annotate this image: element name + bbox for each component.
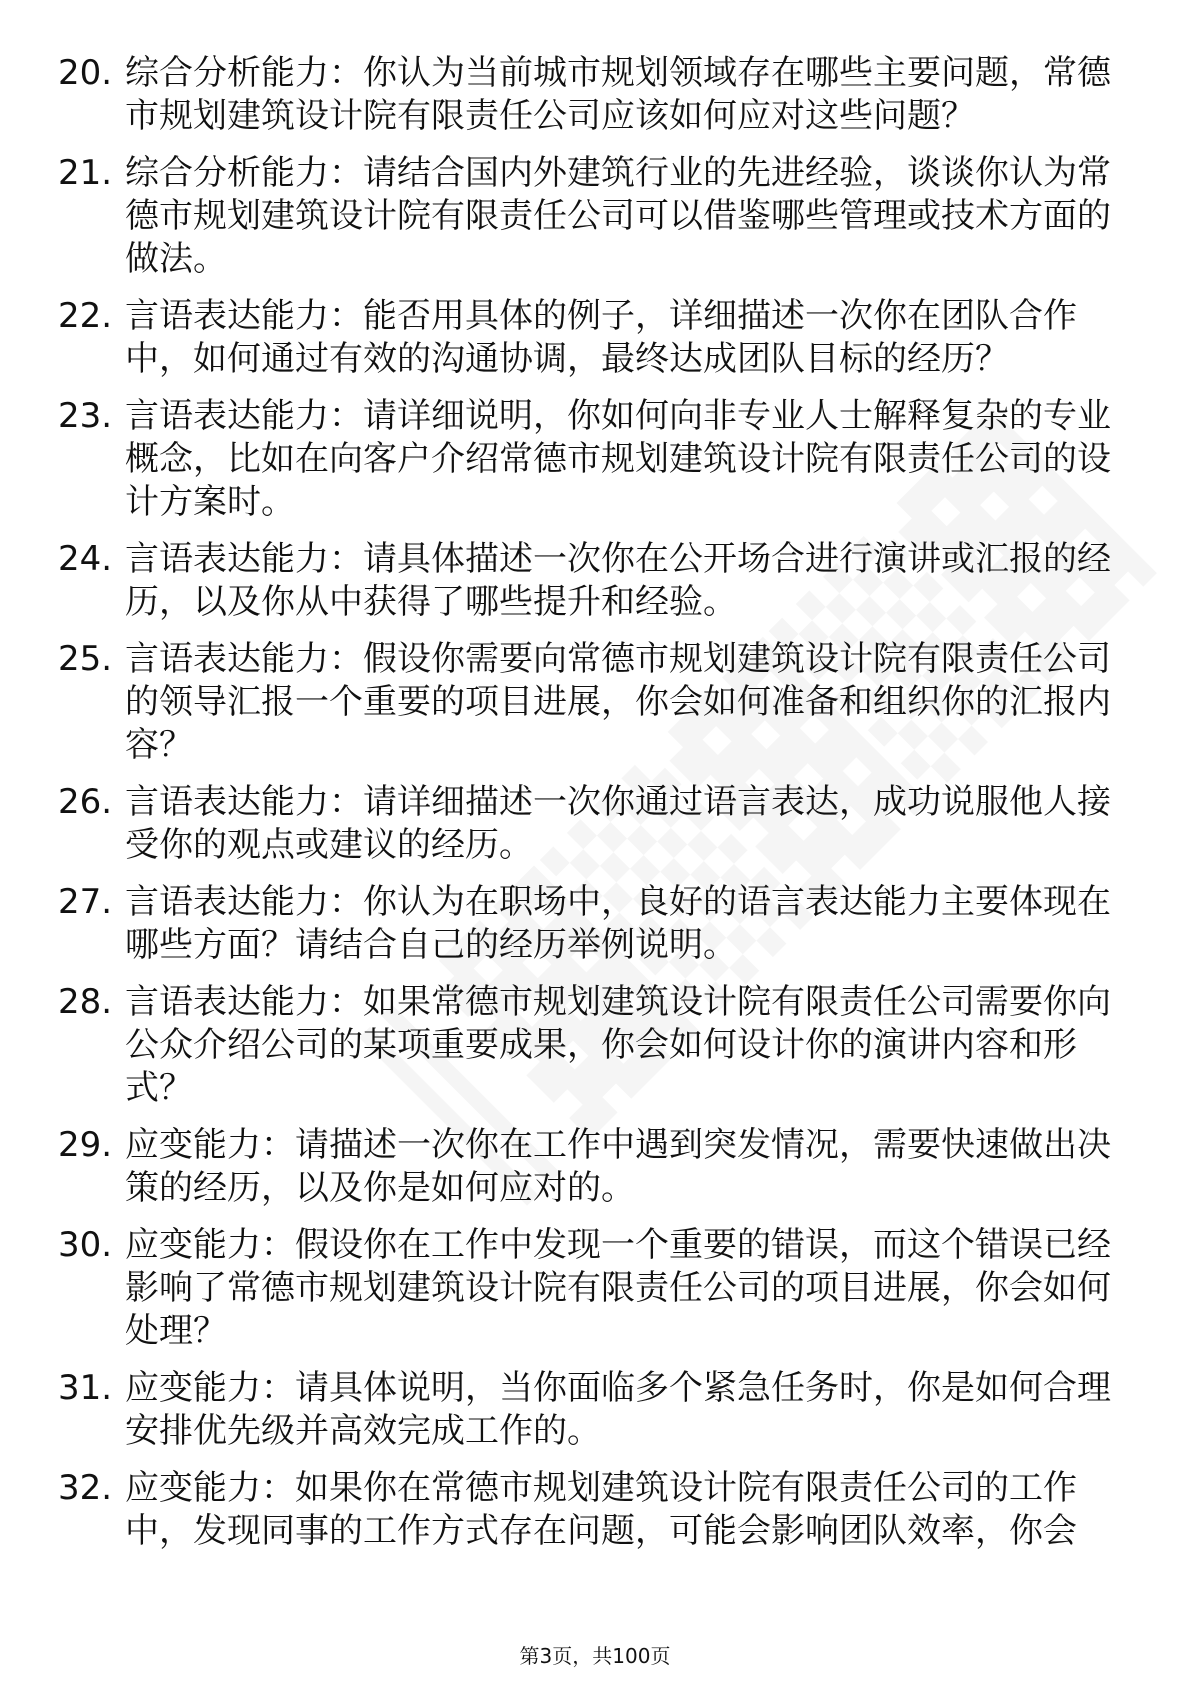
question-text: 综合分析能力：请结合国内外建筑行业的先进经验，谈谈你认为常德市规划建筑设计院有限责任公司可以借鉴哪些管理或技术方面的做法。 [125, 153, 1111, 279]
question-number: 32. [58, 1468, 113, 1508]
question-number: 24. [58, 539, 113, 579]
question-item [58, 881, 1118, 967]
question-item [58, 538, 1118, 624]
question-item [58, 638, 1118, 767]
question-number: 28. [58, 982, 113, 1022]
question-number: 29. [58, 1125, 113, 1165]
question-item [58, 395, 1118, 524]
question-item [58, 1467, 1118, 1553]
question-text: 应变能力：请具体说明，当你面临多个紧急任务时，你是如何合理安排优先级并高效完成工作的。 [125, 1368, 1111, 1451]
question-number: 20. [58, 53, 113, 93]
question-text: 言语表达能力：假设你需要向常德市规划建筑设计院有限责任公司的领导汇报一个重要的项目进展，你会如何准备和组织你的汇报内容？ [125, 639, 1111, 765]
question-item [58, 1367, 1118, 1453]
question-text: 言语表达能力：请详细描述一次你通过语言表达，成功说服他人接受你的观点或建议的经历。 [125, 782, 1111, 865]
question-item [58, 1224, 1118, 1353]
question-item [58, 295, 1118, 381]
question-number: 21. [58, 153, 113, 193]
question-number: 25. [58, 639, 113, 679]
question-text: 应变能力：假设你在工作中发现一个重要的错误，而这个错误已经影响了常德市规划建筑设计院有限责任公司的项目进展，你会如何处理？ [125, 1225, 1111, 1351]
question-text: 应变能力：请描述一次你在工作中遇到突发情况，需要快速做出决策的经历，以及你是如何应对的。 [125, 1125, 1111, 1208]
question-number: 23. [58, 396, 113, 436]
question-item [58, 1124, 1118, 1210]
question-number: 26. [58, 782, 113, 822]
question-list [58, 52, 1118, 1567]
question-text: 综合分析能力：你认为当前城市规划领域存在哪些主要问题，常德市规划建筑设计院有限责任公司应该如何应对这些问题？ [125, 53, 1111, 136]
question-text: 言语表达能力：请详细说明，你如何向非专业人士解释复杂的专业概念，比如在向客户介绍常德市规划建筑设计院有限责任公司的设计方案时。 [125, 396, 1111, 522]
question-item [58, 152, 1118, 281]
page-number-label: 第3页，共100页 [519, 1644, 671, 1668]
page-footer [0, 1640, 1190, 1669]
question-text: 言语表达能力：请具体描述一次你在公开场合进行演讲或汇报的经历，以及你从中获得了哪些提升和经验。 [125, 539, 1111, 622]
question-number: 22. [58, 296, 113, 336]
question-text: 言语表达能力：如果常德市规划建筑设计院有限责任公司需要你向公众介绍公司的某项重要成果，你会如何设计你的演讲内容和形式？ [125, 982, 1111, 1108]
question-item [58, 52, 1118, 138]
question-item [58, 981, 1118, 1110]
question-number: 30. [58, 1225, 113, 1265]
question-text: 言语表达能力：你认为在职场中，良好的语言表达能力主要体现在哪些方面？请结合自己的经历举例说明。 [125, 882, 1111, 965]
question-text: 应变能力：如果你在常德市规划建筑设计院有限责任公司的工作中，发现同事的工作方式存在问题，可能会影响团队效率，你会 [125, 1468, 1077, 1551]
question-number: 31. [58, 1368, 113, 1408]
question-item [58, 781, 1118, 867]
question-number: 27. [58, 882, 113, 922]
question-text: 言语表达能力：能否用具体的例子，详细描述一次你在团队合作中，如何通过有效的沟通协调，最终达成团队目标的经历？ [125, 296, 1077, 379]
